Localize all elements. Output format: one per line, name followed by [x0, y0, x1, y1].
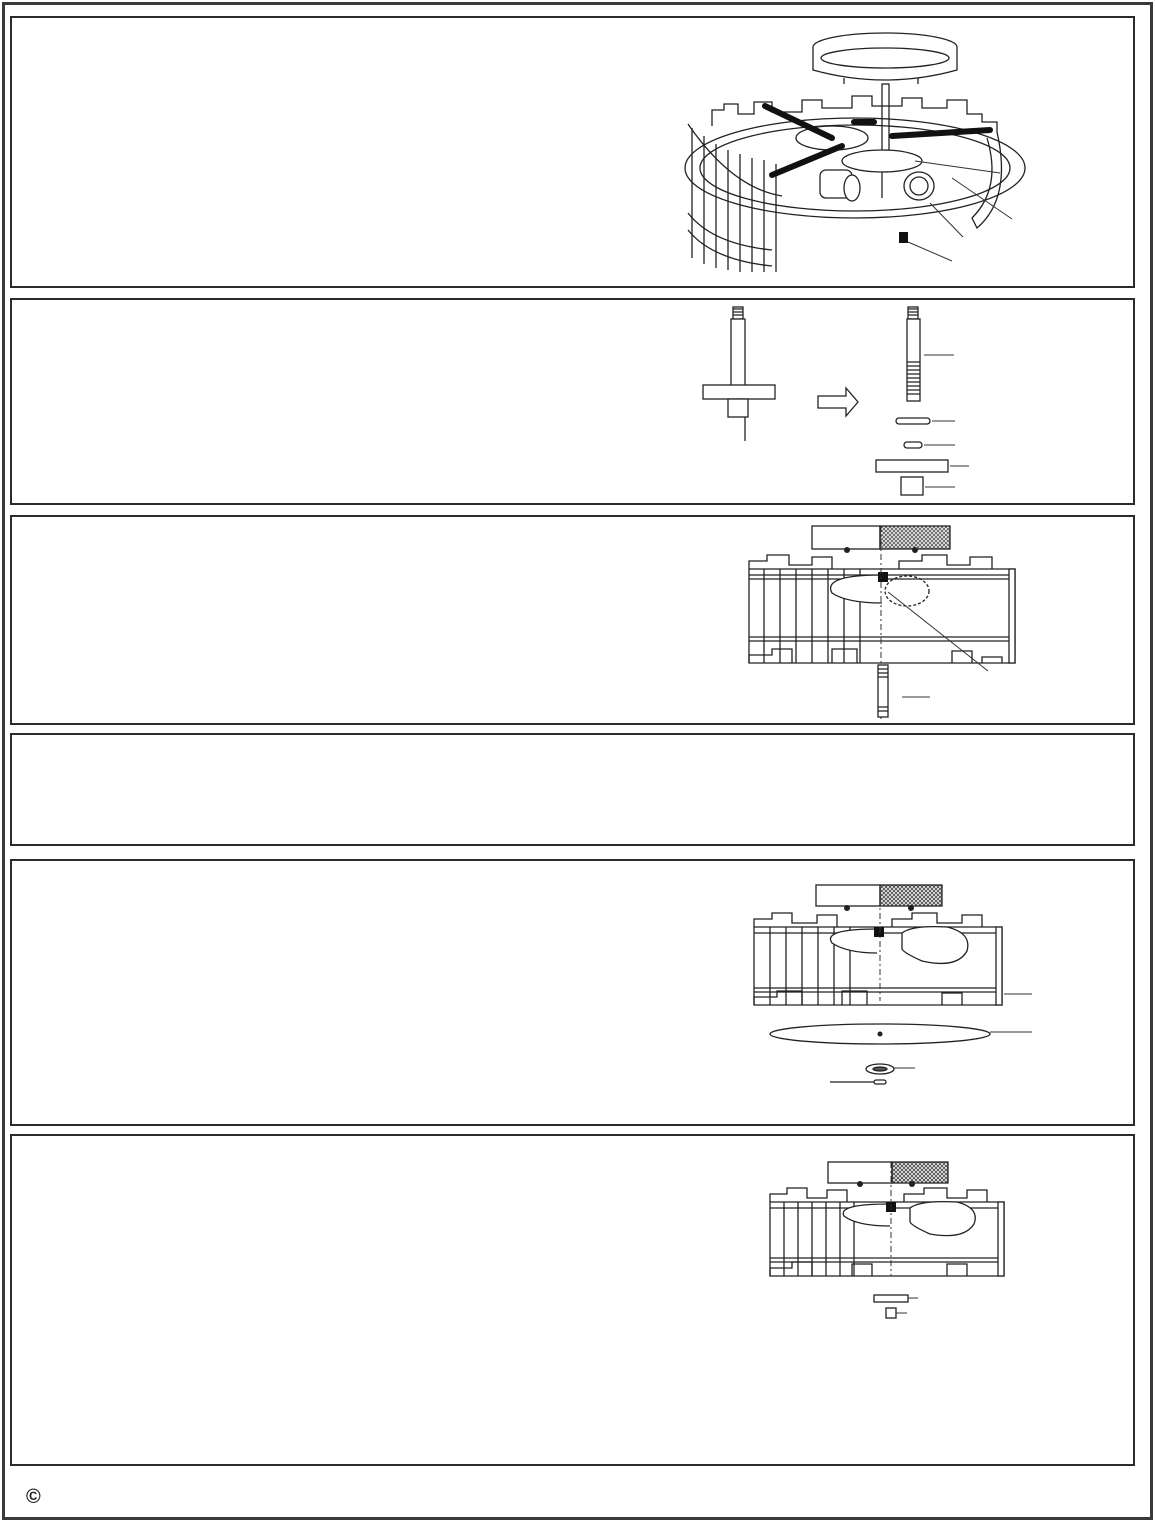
- fixture-exploded-illustration: [12, 18, 1137, 290]
- fixture-glass-diffuser-illustration: [12, 861, 1137, 1128]
- panel-step-4: [10, 733, 1135, 846]
- fixture-finished-illustration: [12, 1136, 1137, 1468]
- panel-step-3: [10, 515, 1135, 725]
- panel-step-5: [10, 859, 1135, 1126]
- finial-nut-icon: [899, 232, 908, 243]
- copyright-symbol: ©: [26, 1486, 41, 1508]
- panel-step-1: [10, 16, 1135, 288]
- fixture-cross-section-illustration: [12, 517, 1137, 727]
- panel-step-6: [10, 1134, 1135, 1466]
- panel-step-2: [10, 298, 1135, 505]
- center-rod-illustration: [12, 300, 1137, 507]
